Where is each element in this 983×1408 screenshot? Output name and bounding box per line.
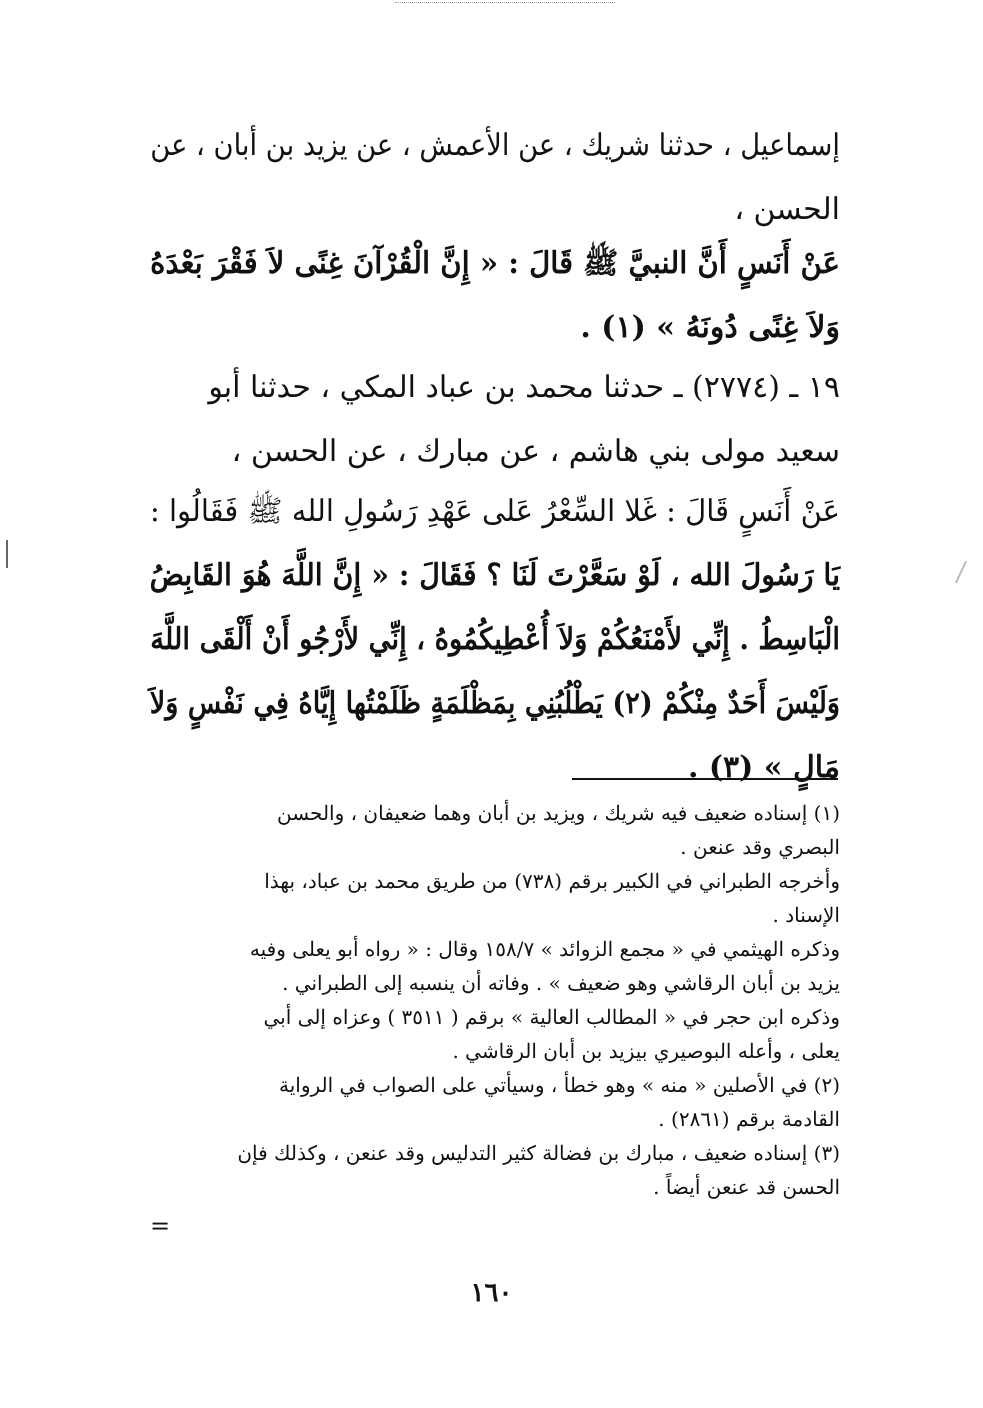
text-block-1 [150, 114, 840, 242]
page-number: ١٦٠ [470, 1278, 513, 1308]
text-line: إسماعيل ، حدثنا شريك ، عن الأعمش ، عن يزيد بن أبان ، عن [150, 128, 841, 163]
text-line: وَلَيْسَ أَحَدٌ مِنْكُمْ (٢) يَطْلُبُنِي بِمَظْلَمَةٍ ظَلَمْتُها إِيَّاهُ فِي نَفْسٍ وَلاَ [149, 686, 840, 721]
footnote-line: يعلى ، وأعله البوصيري بيزيد بن أبان الرقاشي . [452, 1039, 840, 1063]
footnote-line: القادمة برقم (٢٨٦١) . [658, 1107, 840, 1131]
text-line: مَالٍ » (٣) . [687, 750, 840, 785]
hadith-text-2 [150, 480, 840, 800]
text-line: وَلاَ غِنًى دُونَهُ » (١) . [580, 310, 840, 345]
text-line: الْبَاسِطُ . إِنِّي لأَمْنَعُكُمْ وَلاَ أُعْطِيكُمُوهُ ، إِنِّي لأَرْجُو أَنْ أَلْقَى اللَّهَ [150, 622, 840, 657]
footnote-line: (١) إسناده ضعيف فيه شريك ، ويزيد بن أبان وهما ضعيفان ، والحسن [276, 801, 840, 825]
hadith-text-1 [150, 232, 840, 360]
isnad-block [150, 356, 840, 484]
scan-mark [6, 540, 8, 568]
top-rule [395, 2, 615, 3]
text-line: ١٩ ـ (٢٧٧٤) ـ حدثنا محمد بن عباد المكي ، حدثنا أبو [208, 370, 840, 405]
footnote-line: البصري وقد عنعن . [680, 835, 840, 859]
continuation-mark: = [150, 1212, 171, 1240]
footnote-line: الحسن قد عنعن أيضاً . [653, 1175, 840, 1199]
footnote-line: وأخرجه الطبراني في الكبير برقم (٧٣٨) من طريق محمد بن عباد، بهذا [264, 869, 840, 893]
footnote-line: يزيد بن أبان الرقاشي وهو ضعيف » . وفاته أن ينسبه إلى الطبراني . [282, 971, 840, 995]
text-line: الحسن ، [734, 192, 840, 227]
text-line: عَنْ أَنَسٍ أَنَّ النبيَّ ﷺ قَالَ : « إِنَّ الْقُرْآنَ غِنًى لاَ فَقْرَ بَعْدَهُ [150, 246, 841, 281]
footnote-line: وذكره الهيثمي في « مجمع الزوائد » ١٥٨/٧ وقال : « رواه أبو يعلى وفيه [249, 937, 840, 961]
scan-mark [955, 561, 967, 584]
text-line: عَنْ أَنَسٍ قَالَ : غَلا السِّعْرُ عَلى عَهْدِ رَسُولِ الله ﷺ فَقَالُوا : [149, 494, 840, 529]
footnotes [150, 796, 840, 1204]
footnote-line: (٢) في الأصلين « منه » وهو خطأ ، وسيأتي على الصواب في الرواية [278, 1073, 840, 1097]
footnote-line: الإسناد . [772, 903, 840, 927]
footnote-line: وذكره ابن حجر في « المطالب العالية » برقم ( ٣٥١١ ) وعزاه إلى أبي [263, 1005, 840, 1029]
footnote-separator [572, 778, 838, 780]
footnote-line: (٣) إسناده ضعيف ، مبارك بن فضالة كثير التدليس وقد عنعن ، وكذلك فإن [237, 1141, 840, 1165]
text-line: سعيد مولى بني هاشم ، عن مبارك ، عن الحسن ، [231, 434, 840, 469]
text-line: يَا رَسُولَ الله ، لَوْ سَعَّرْتَ لَنَا ؟ فَقَالَ : « إِنَّ اللَّهَ هُوَ القَابِضُ [149, 558, 840, 593]
